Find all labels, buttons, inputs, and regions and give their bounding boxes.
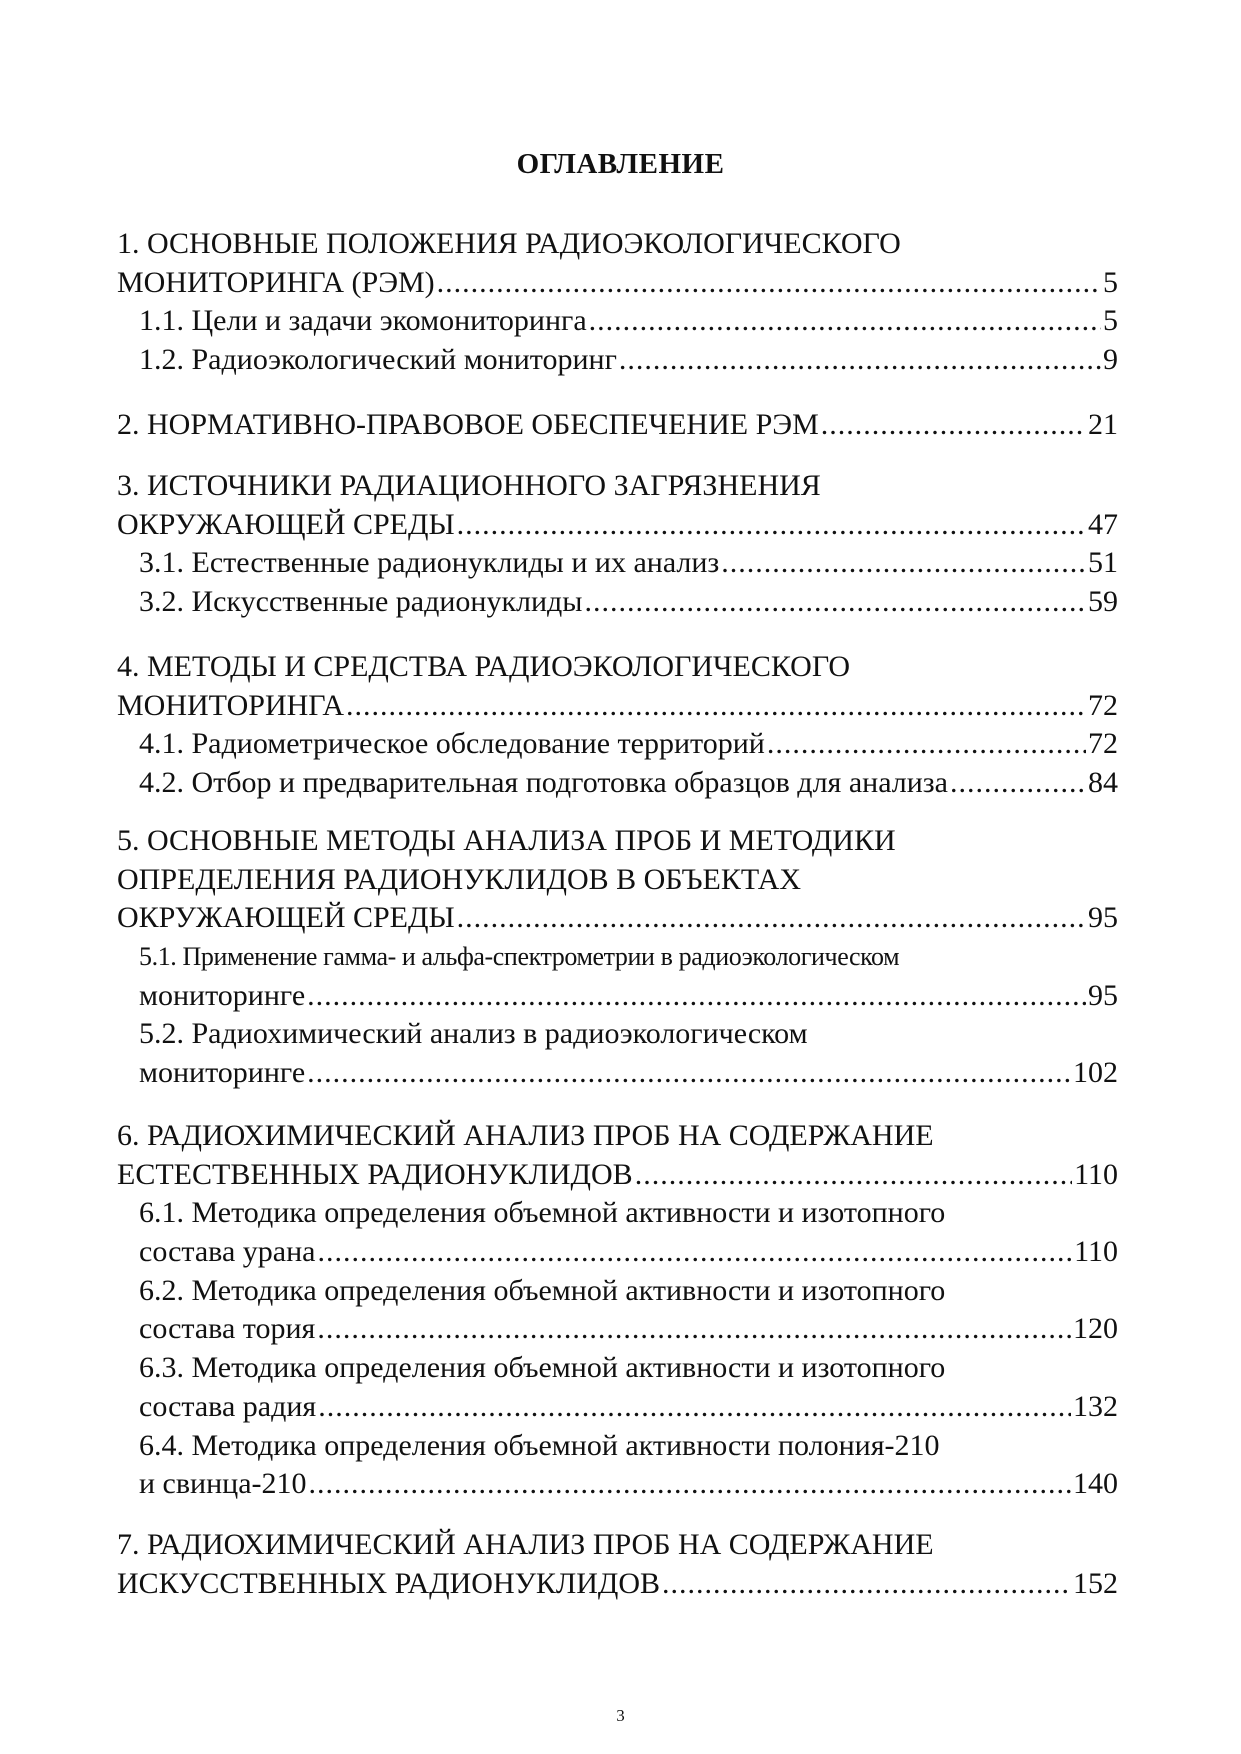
dot-leader	[767, 725, 1086, 764]
toc-page-number: 47	[1088, 507, 1118, 541]
toc-entry-line	[117, 938, 1118, 977]
toc-section	[117, 406, 1118, 445]
toc-entry-line	[117, 225, 1118, 264]
toc-entry-line[interactable]	[117, 725, 1118, 764]
dot-leader	[619, 341, 1101, 380]
toc-page-number: 84	[1088, 766, 1118, 800]
toc-entry-text: 1.2. Радиоэкологический мониторинг	[139, 343, 617, 377]
dot-leader	[317, 1233, 1072, 1272]
toc-entry-text: ОПРЕДЕЛЕНИЯ РАДИОНУКЛИДОВ В ОБЪЕКТАХ	[117, 862, 802, 896]
toc-page-number: 140	[1073, 1467, 1118, 1501]
toc-entry-text: МОНИТОРИНГА (РЭМ)	[117, 265, 435, 299]
toc-page-number: 132	[1073, 1389, 1118, 1423]
toc-page-number: 51	[1088, 546, 1118, 580]
toc-page-number: 5	[1103, 304, 1118, 338]
toc-entry-line[interactable]	[117, 764, 1118, 803]
toc-page-number: 95	[1088, 978, 1118, 1012]
dot-leader	[589, 302, 1101, 341]
toc-entry-text: 2. НОРМАТИВНО-ПРАВОВОЕ ОБЕСПЕЧЕНИЕ РЭМ	[117, 408, 819, 441]
toc-entry-line[interactable]	[117, 1388, 1118, 1427]
toc-page-number: 120	[1073, 1312, 1118, 1346]
toc-entry-text: 6.4. Методика определения объемной активности полония-210	[139, 1428, 940, 1462]
dot-leader	[437, 264, 1101, 303]
toc-entry-line[interactable]	[117, 977, 1118, 1016]
toc-entry-text: состава тория	[139, 1312, 316, 1346]
toc-entry-line	[117, 1272, 1118, 1311]
dot-leader	[307, 977, 1086, 1016]
dot-leader	[457, 899, 1086, 938]
toc-section	[117, 225, 1118, 380]
toc-entry-text: МОНИТОРИНГА	[117, 688, 345, 722]
toc-entry-line[interactable]	[117, 406, 1118, 445]
toc-entry-text: 4.1. Радиометрическое обследование территорий	[139, 727, 765, 761]
toc-entry-line	[117, 861, 1118, 900]
toc-entry-line	[117, 1349, 1118, 1388]
toc-page-number: 72	[1088, 688, 1118, 722]
toc-page-number: 72	[1088, 727, 1118, 761]
toc-entry-line[interactable]	[117, 1156, 1118, 1195]
toc-entry-text: 3.1. Естественные радионуклиды и их анализ	[139, 546, 720, 580]
page-title: ОГЛАВЛЕНИЕ	[516, 148, 725, 180]
toc-entry-text: 6.2. Методика определения объемной активности и изотопного	[139, 1273, 946, 1307]
dot-leader	[635, 1156, 1072, 1195]
toc-entry-text: 6.3. Методика определения объемной активности и изотопного	[139, 1351, 946, 1385]
toc-entry-text: 7. РАДИОХИМИЧЕСКИЙ АНАЛИЗ ПРОБ НА СОДЕРЖАНИЕ	[117, 1528, 934, 1561]
dot-leader	[950, 764, 1086, 803]
toc-entry-text: 4.2. Отбор и предварительная подготовка образцов для анализа	[139, 766, 948, 800]
toc-page-number: 110	[1074, 1235, 1118, 1269]
toc-entry-line[interactable]	[117, 583, 1118, 622]
dot-leader	[309, 1465, 1071, 1504]
toc-entry-line[interactable]	[117, 264, 1118, 303]
toc-page-number: 152	[1073, 1566, 1118, 1600]
toc-entry-text: 6. РАДИОХИМИЧЕСКИЙ АНАЛИЗ ПРОБ НА СОДЕРЖАНИЕ	[117, 1119, 934, 1152]
toc-entry-line	[117, 467, 1118, 506]
toc-page-number: 95	[1088, 901, 1118, 935]
dot-leader	[346, 687, 1086, 726]
dot-leader	[318, 1388, 1071, 1427]
toc-entry-text: мониторинге	[139, 978, 306, 1012]
dot-leader	[662, 1565, 1071, 1604]
toc-entry-line[interactable]	[117, 506, 1118, 545]
toc-entry-line[interactable]	[117, 687, 1118, 726]
toc-entry-line[interactable]	[117, 544, 1118, 583]
dot-leader	[721, 544, 1086, 583]
toc-entry-text: ОКРУЖАЮЩЕЙ СРЕДЫ	[117, 901, 455, 935]
toc-entry-line	[117, 648, 1118, 687]
toc-entry-line[interactable]	[117, 341, 1118, 380]
toc-entry-text: состава урана	[139, 1235, 316, 1269]
toc-entry-line	[117, 822, 1118, 861]
toc-entry-text: ИСКУССТВЕННЫХ РАДИОНУКЛИДОВ	[117, 1566, 661, 1600]
page-number: 3	[616, 1706, 625, 1725]
toc-entry-text: ОКРУЖАЮЩЕЙ СРЕДЫ	[117, 507, 455, 541]
toc-entry-text: 3. ИСТОЧНИКИ РАДИАЦИОННОГО ЗАГРЯЗНЕНИЯ	[117, 469, 821, 502]
toc-page-number: 21	[1088, 408, 1118, 441]
toc-entry-text: 5.2. Радиохимический анализ в радиоэкологическом	[139, 1017, 808, 1051]
toc-entry-text: 5.1. Применение гамма- и альфа-спектрометрии в радиоэкологическом	[139, 942, 900, 972]
toc-entry-text: 4. МЕТОДЫ И СРЕДСТВА РАДИОЭКОЛОГИЧЕСКОГО	[117, 650, 851, 683]
toc-entry-line[interactable]	[117, 1233, 1118, 1272]
toc-page-number: 9	[1103, 343, 1118, 377]
toc-section	[117, 467, 1118, 622]
dot-leader	[821, 406, 1086, 445]
toc-page-number: 102	[1073, 1056, 1118, 1090]
dot-leader	[317, 1310, 1071, 1349]
toc-entry-text: состава радия	[139, 1389, 317, 1423]
toc-entry-text: ЕСТЕСТВЕННЫХ РАДИОНУКЛИДОВ	[117, 1157, 633, 1191]
toc-page-number: 5	[1103, 265, 1118, 299]
toc-page-number: 59	[1088, 585, 1118, 619]
toc-section	[117, 1526, 1118, 1603]
toc-entry-line	[117, 1117, 1118, 1156]
toc-entry-line	[117, 1427, 1118, 1466]
toc-section	[117, 1117, 1118, 1504]
dot-leader	[457, 506, 1086, 545]
toc-entry-line	[117, 1015, 1118, 1054]
toc-entry-text: 6.1. Методика определения объемной активности и изотопного	[139, 1196, 946, 1230]
toc-entry-text: и свинца-210	[139, 1467, 307, 1501]
dot-leader	[584, 583, 1086, 622]
toc-entry-text: 1. ОСНОВНЫЕ ПОЛОЖЕНИЯ РАДИОЭКОЛОГИЧЕСКОГО	[117, 227, 901, 260]
toc-section	[117, 648, 1118, 803]
toc-entry-line	[117, 1194, 1118, 1233]
toc-entry-line[interactable]	[117, 1054, 1118, 1093]
toc-entry-text: мониторинге	[139, 1056, 306, 1090]
toc-entry-line	[117, 1526, 1118, 1565]
toc-entry-line[interactable]	[117, 1310, 1118, 1349]
toc-entry-text: 5. ОСНОВНЫЕ МЕТОДЫ АНАЛИЗА ПРОБ И МЕТОДИКИ	[117, 824, 896, 857]
toc-section	[117, 822, 1118, 1093]
toc-entry-line[interactable]	[117, 302, 1118, 341]
dot-leader	[307, 1054, 1071, 1093]
toc-entry-line[interactable]	[117, 1565, 1118, 1604]
toc-entry-text: 3.2. Искусственные радионуклиды	[139, 585, 583, 619]
toc-page-number: 110	[1074, 1157, 1118, 1191]
toc-entry-text: 1.1. Цели и задачи экомониторинга	[139, 304, 587, 338]
toc-entry-line[interactable]	[117, 1465, 1118, 1504]
toc-entry-line[interactable]	[117, 899, 1118, 938]
